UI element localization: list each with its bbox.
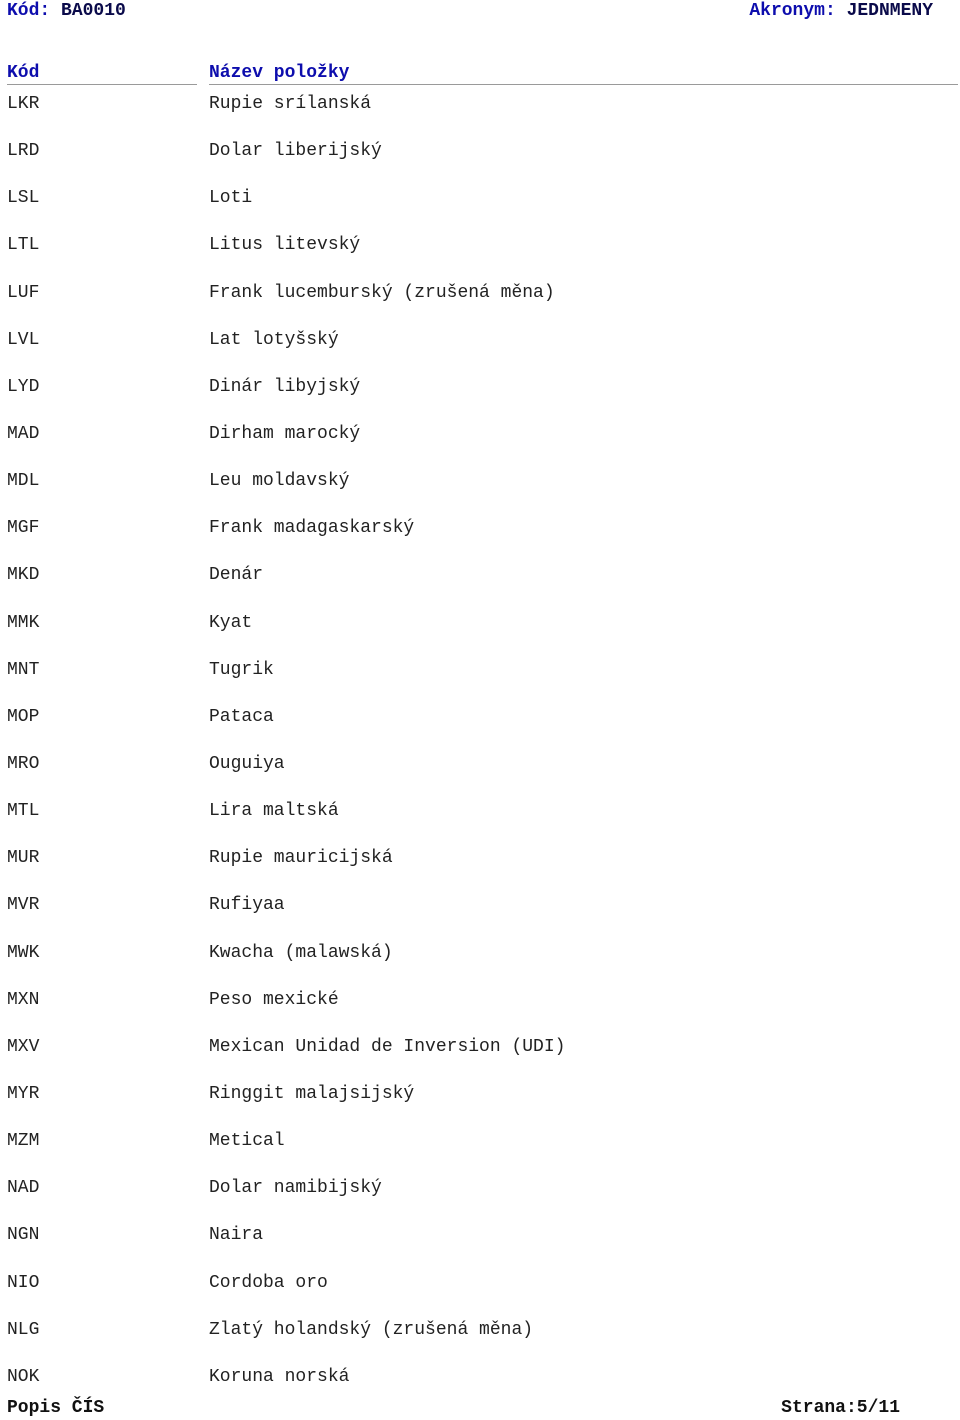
currency-name: Dolar liberijský bbox=[209, 141, 382, 162]
currency-name: Lat lotyšský bbox=[209, 329, 339, 350]
currency-code: MXN bbox=[7, 989, 40, 1010]
code-label: Kód: bbox=[7, 1, 51, 21]
header-divider-code bbox=[7, 84, 197, 85]
currency-name: Kwacha (malawská) bbox=[209, 942, 393, 963]
currency-name: Pataca bbox=[209, 706, 274, 727]
table-row bbox=[0, 656, 960, 703]
currency-name: Frank lucemburský (zrušená měna) bbox=[209, 282, 555, 303]
currency-code: NIO bbox=[7, 1272, 40, 1293]
currency-list bbox=[0, 90, 960, 1410]
currency-name: Leu moldavský bbox=[209, 471, 350, 492]
table-row bbox=[0, 561, 960, 608]
table-row bbox=[0, 1269, 960, 1316]
table-row bbox=[0, 137, 960, 184]
currency-code: MNT bbox=[7, 659, 40, 680]
currency-code: MRO bbox=[7, 753, 40, 774]
table-row bbox=[0, 844, 960, 891]
acronym-value: JEDNMENY bbox=[846, 1, 933, 21]
currency-name: Mexican Unidad de Inversion (UDI) bbox=[209, 1036, 566, 1057]
currency-code: LTL bbox=[7, 235, 40, 256]
currency-name: Rupie mauricijská bbox=[209, 848, 393, 869]
currency-name: Dirham marocký bbox=[209, 423, 361, 444]
column-header-name: Název položky bbox=[209, 63, 350, 83]
currency-code: LYD bbox=[7, 376, 40, 397]
table-row bbox=[0, 797, 960, 844]
currency-name: Peso mexické bbox=[209, 989, 339, 1010]
currency-name: Dolar namibijský bbox=[209, 1178, 382, 1199]
table-row bbox=[0, 1033, 960, 1080]
currency-code: MMK bbox=[7, 612, 40, 633]
currency-name: Frank madagaskarský bbox=[209, 518, 415, 539]
currency-code: LSL bbox=[7, 188, 40, 209]
table-row bbox=[0, 939, 960, 986]
currency-name: Loti bbox=[209, 188, 253, 209]
table-row bbox=[0, 420, 960, 467]
currency-code: MYR bbox=[7, 1083, 40, 1104]
currency-code: MAD bbox=[7, 423, 40, 444]
currency-code: LUF bbox=[7, 282, 40, 303]
currency-code: NAD bbox=[7, 1178, 40, 1199]
table-row bbox=[0, 90, 960, 137]
table-row bbox=[0, 986, 960, 1033]
currency-name: Litus litevský bbox=[209, 235, 361, 256]
currency-code: MGF bbox=[7, 518, 40, 539]
table-row bbox=[0, 1080, 960, 1127]
document-code bbox=[7, 0, 126, 22]
acronym-label: Akronym: bbox=[749, 1, 836, 21]
currency-code: MKD bbox=[7, 565, 40, 586]
currency-code: NGN bbox=[7, 1225, 40, 1246]
table-row bbox=[0, 514, 960, 561]
header-divider-name bbox=[209, 84, 958, 85]
currency-code: MZM bbox=[7, 1131, 40, 1152]
currency-code: MOP bbox=[7, 706, 40, 727]
page-number: Strana:5/11 bbox=[781, 1398, 900, 1418]
currency-code: MUR bbox=[7, 848, 40, 869]
table-row bbox=[0, 891, 960, 938]
currency-code: NOK bbox=[7, 1366, 40, 1387]
currency-name: Ringgit malajsijský bbox=[209, 1083, 415, 1104]
code-value: BA0010 bbox=[61, 1, 126, 21]
table-row bbox=[0, 1316, 960, 1363]
column-header-code: Kód bbox=[7, 63, 40, 83]
currency-name: Cordoba oro bbox=[209, 1272, 328, 1293]
currency-name: Tugrik bbox=[209, 659, 274, 680]
currency-code: MVR bbox=[7, 895, 40, 916]
table-row bbox=[0, 703, 960, 750]
table-row bbox=[0, 326, 960, 373]
currency-name: Koruna norská bbox=[209, 1366, 350, 1387]
currency-code: MTL bbox=[7, 801, 40, 822]
document-acronym bbox=[749, 0, 933, 22]
currency-code: MXV bbox=[7, 1036, 40, 1057]
currency-code: LRD bbox=[7, 141, 40, 162]
currency-code: LVL bbox=[7, 329, 40, 350]
currency-name: Zlatý holandský (zrušená měna) bbox=[209, 1319, 534, 1340]
currency-name: Rupie srílanská bbox=[209, 94, 372, 114]
currency-name: Ouguiya bbox=[209, 753, 285, 774]
currency-code: NLG bbox=[7, 1319, 40, 1340]
table-row bbox=[0, 279, 960, 326]
footer-title: Popis ČÍS bbox=[7, 1398, 105, 1418]
table-row bbox=[0, 231, 960, 278]
currency-name: Dinár libyjský bbox=[209, 376, 361, 397]
currency-code: LKR bbox=[7, 94, 40, 114]
table-row bbox=[0, 373, 960, 420]
table-row bbox=[0, 1174, 960, 1221]
currency-name: Kyat bbox=[209, 612, 253, 633]
table-row bbox=[0, 750, 960, 797]
currency-name: Lira maltská bbox=[209, 801, 339, 822]
currency-code: MDL bbox=[7, 471, 40, 492]
currency-name: Rufiyaa bbox=[209, 895, 285, 916]
table-row bbox=[0, 609, 960, 656]
currency-name: Naira bbox=[209, 1225, 264, 1246]
table-row bbox=[0, 1127, 960, 1174]
currency-code: MWK bbox=[7, 942, 40, 963]
table-row bbox=[0, 1221, 960, 1268]
currency-name: Denár bbox=[209, 565, 264, 586]
table-row bbox=[0, 467, 960, 514]
currency-name: Metical bbox=[209, 1131, 285, 1152]
table-row bbox=[0, 184, 960, 231]
